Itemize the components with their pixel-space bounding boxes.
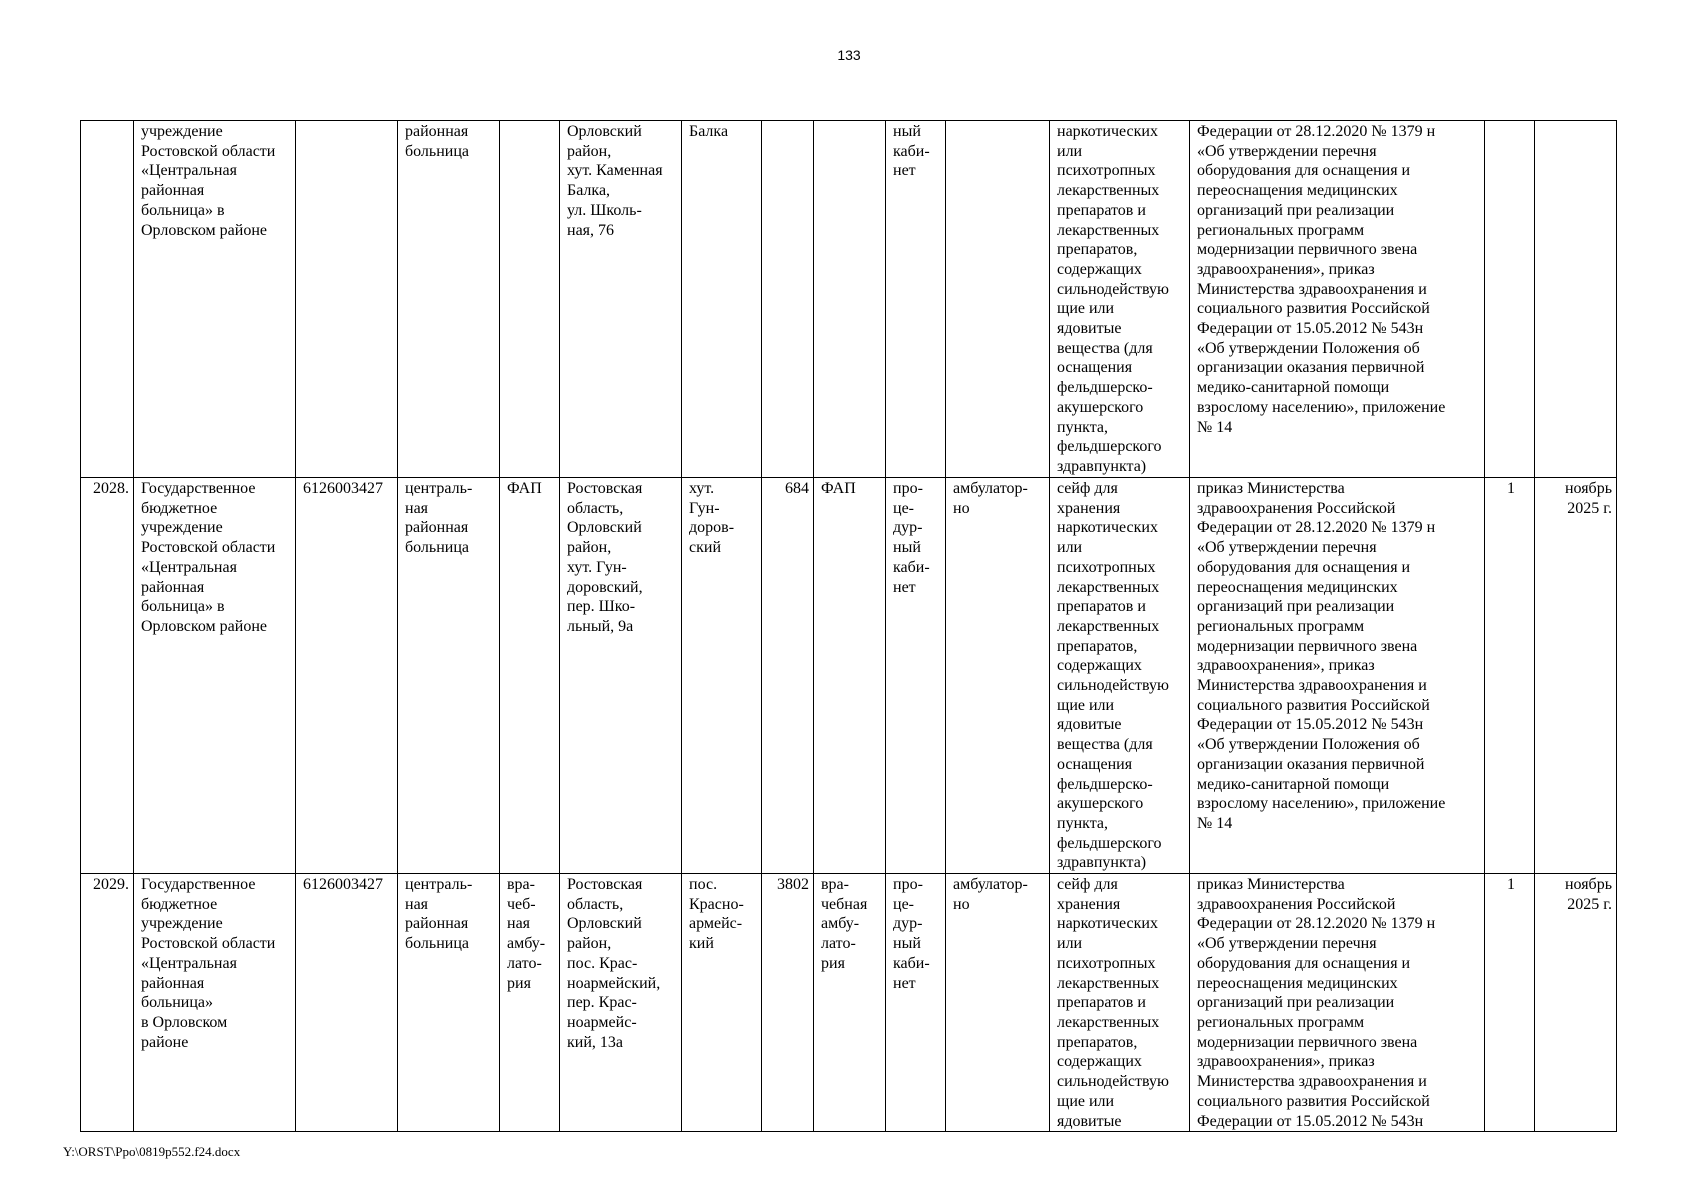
cell-inn: 6126003427 (296, 874, 398, 1132)
cell-term: ноябрь 2025 г. (1535, 874, 1617, 1132)
cell-organization-type: централь- ная районная больница (398, 478, 500, 874)
cell-number: 2029. (81, 874, 134, 1132)
cell-settlement: пос. Красно- армейс- кий (682, 874, 762, 1132)
cell-term: ноябрь 2025 г. (1535, 478, 1617, 874)
cell-organization: учреждение Ростовской области «Центральная районная больница» в Орловском районе (134, 121, 296, 478)
cell-legal-basis: приказ Министерства здравоохранения Российской Федерации от 28.12.2020 № 1379 н «Об утверждении перечня оборудования для оснащения и переоснащения медицинских организаций при реализации региональных программ модернизации первичного звена здравоохранения», приказ Министерства здравоохранения и социального развития Российской Федерации от 15.05.2012 № 543н «Об утверждении Положения об организации оказания первичной медико-санитарной помощи взрослому населению», приложение № 14 (1190, 478, 1485, 874)
cell-room: ный каби- нет (886, 121, 946, 478)
cell-population (762, 121, 814, 478)
cell-address: Орловский район, хут. Каменная Балка, ул. Школь- ная, 76 (560, 121, 682, 478)
cell-unit-type (500, 121, 560, 478)
cell-legal-basis: приказ Министерства здравоохранения Российской Федерации от 28.12.2020 № 1379 н «Об утверждении перечня оборудования для оснащения и переоснащения медицинских организаций при реализации региональных программ модернизации первичного звена здравоохранения», приказ Министерства здравоохранения и социального развития Российской Федерации от 15.05.2012 № 543н (1190, 874, 1485, 1132)
cell-quantity (1485, 121, 1535, 478)
table-row (81, 478, 1617, 874)
cell-facility: вра- чебная амбу- лато- рия (814, 874, 886, 1132)
cell-unit-type: вра- чеб- ная амбу- лато- рия (500, 874, 560, 1132)
cell-organization: Государственное бюджетное учреждение Ростовской области «Центральная районная больница» в Орловском районе (134, 478, 296, 874)
cell-number: 2028. (81, 478, 134, 874)
page-number: 133 (837, 47, 861, 63)
table-row (81, 121, 1617, 478)
cell-equipment: наркотических или психотропных лекарственных препаратов и лекарственных препаратов, содержащих сильнодействую щие или ядовитые вещества (для оснащения фельдшерско- акушерского пункта, фельдшерского здравпункта) (1050, 121, 1190, 478)
cell-unit-type: ФАП (500, 478, 560, 874)
cell-number (81, 121, 134, 478)
cell-population: 684 (762, 478, 814, 874)
cell-facility: ФАП (814, 478, 886, 874)
cell-organization: Государственное бюджетное учреждение Ростовской области «Центральная районная больница» в Орловском районе (134, 874, 296, 1132)
cell-equipment: сейф для хранения наркотических или психотропных лекарственных препаратов и лекарственных препаратов, содержащих сильнодействую щие или ядовитые вещества (для оснащения фельдшерско- акушерского пункта, фельдшерского здравпункта) (1050, 478, 1190, 874)
cell-care-conditions (946, 121, 1050, 478)
footer-file-path: Y:\ORST\Ppo\0819p552.f24.docx (63, 1144, 241, 1159)
cell-quantity: 1 (1485, 874, 1535, 1132)
cell-inn (296, 121, 398, 478)
equipment-table (80, 120, 1617, 1132)
cell-room: про- це- дур- ный каби- нет (886, 874, 946, 1132)
cell-address: Ростовская область, Орловский район, хут. Гун- доровский, пер. Шко- льный, 9а (560, 478, 682, 874)
cell-settlement: хут. Гун- доров- ский (682, 478, 762, 874)
table-row (81, 874, 1617, 1132)
cell-room: про- це- дур- ный каби- нет (886, 478, 946, 874)
cell-organization-type: централь- ная районная больница (398, 874, 500, 1132)
cell-care-conditions: амбулатор- но (946, 874, 1050, 1132)
cell-quantity: 1 (1485, 478, 1535, 874)
cell-legal-basis: Федерации от 28.12.2020 № 1379 н «Об утверждении перечня оборудования для оснащения и переоснащения медицинских организаций при реализации региональных программ модернизации первичного звена здравоохранения», приказ Министерства здравоохранения и социального развития Российской Федерации от 15.05.2012 № 543н «Об утверждении Положения об организации оказания первичной медико-санитарной помощи взрослому населению», приложение № 14 (1190, 121, 1485, 478)
cell-address: Ростовская область, Орловский район, пос. Крас- ноармейский, пер. Крас- ноармейс- кий, 13а (560, 874, 682, 1132)
cell-organization-type: районная больница (398, 121, 500, 478)
cell-equipment: сейф для хранения наркотических или психотропных лекарственных препаратов и лекарственных препаратов, содержащих сильнодействую щие или ядовитые (1050, 874, 1190, 1132)
cell-facility (814, 121, 886, 478)
cell-settlement: Балка (682, 121, 762, 478)
cell-inn: 6126003427 (296, 478, 398, 874)
cell-care-conditions: амбулатор- но (946, 478, 1050, 874)
cell-population: 3802 (762, 874, 814, 1132)
cell-term (1535, 121, 1617, 478)
